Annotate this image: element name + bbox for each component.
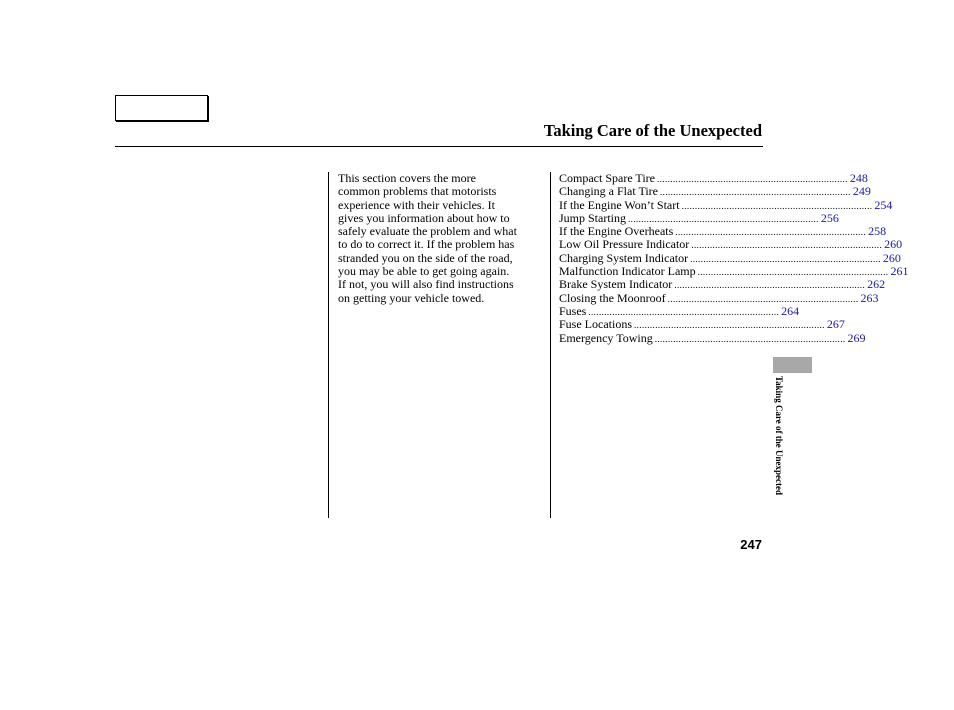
toc-entry-label: If the Engine Won’t Start (559, 197, 680, 212)
page-number: 247 (740, 537, 762, 552)
toc-entry[interactable] (559, 250, 901, 265)
toc-page-link[interactable]: 254 (874, 197, 893, 212)
toc-leader-dots: ........................................................................ (691, 240, 883, 251)
toc-page-link[interactable]: 260 (882, 250, 901, 265)
header-rule (115, 146, 763, 147)
toc-leader-dots: ........................................................................ (675, 227, 867, 238)
toc-entry[interactable] (559, 237, 903, 252)
toc-entry-label: If the Engine Overheats (559, 224, 674, 239)
toc-page-link[interactable]: 269 (847, 330, 866, 345)
toc-entry-label: Charging System Indicator (559, 250, 689, 265)
intro-line: This section covers the more (338, 171, 476, 185)
toc-page-link[interactable]: 249 (852, 184, 871, 199)
toc-entry[interactable] (559, 317, 845, 332)
toc-entry[interactable] (559, 277, 886, 292)
toc-page-link[interactable]: 260 (884, 237, 903, 252)
toc-page-link[interactable]: 263 (860, 290, 879, 305)
toc-page-link[interactable]: 264 (781, 303, 800, 318)
intro-line: on getting your vehicle towed. (338, 290, 485, 305)
toc-leader-dots: ........................................................................ (588, 306, 780, 317)
toc-page-link[interactable]: 261 (890, 264, 909, 279)
toc-entry[interactable] (559, 184, 871, 199)
toc-entry[interactable] (559, 330, 866, 345)
toc-leader-dots: ........................................................................ (628, 213, 819, 224)
toc-leader-dots: ........................................................................ (690, 253, 881, 264)
toc-entry-label: Low Oil Pressure Indicator (559, 237, 690, 252)
intro-line: experience with their vehicles. It (338, 197, 495, 212)
toc-entry-label: Closing the Moonroof (559, 290, 666, 305)
toc-leader-dots: ........................................................................ (660, 187, 851, 198)
toc-entry-label: Fuse Locations (559, 317, 632, 332)
intro-line: stranded you on the side of the road, (338, 250, 513, 265)
toc-entry-label: Emergency Towing (559, 330, 653, 345)
toc-entry[interactable] (559, 210, 839, 225)
toc-entry[interactable] (559, 224, 887, 239)
page-title: Taking Care of the Unexpected (543, 121, 762, 140)
toc-entry-label: Jump Starting (559, 210, 627, 225)
toc-leader-dots: ........................................................................ (657, 174, 848, 184)
intro-line: you may be able to get going again. (338, 264, 510, 279)
toc-entry[interactable] (559, 290, 879, 305)
intro-line: safely evaluate the problem and what (338, 224, 517, 239)
table-of-contents (559, 171, 909, 345)
toc-leader-dots: ........................................................................ (634, 320, 825, 331)
header-box (115, 95, 208, 121)
section-tab (773, 357, 812, 373)
toc-entry-label: Malfunction Indicator Lamp (559, 264, 696, 279)
toc-entry[interactable] (559, 171, 868, 185)
toc-page-link[interactable]: 256 (820, 210, 839, 225)
intro-line: gives you information about how to (338, 210, 510, 225)
toc-entry-label: Fuses (559, 303, 587, 318)
toc-leader-dots: ........................................................................ (681, 200, 873, 211)
toc-page-link[interactable]: 248 (849, 171, 868, 185)
intro-line: to do to correct it. If the problem has (338, 237, 515, 252)
toc-leader-dots: ........................................................................ (697, 267, 889, 278)
toc-entry[interactable] (559, 264, 909, 279)
toc-entry[interactable] (559, 197, 893, 212)
toc-entry-label: Compact Spare Tire (559, 171, 655, 185)
toc-leader-dots: ........................................................................ (674, 280, 866, 291)
column-divider-right (550, 172, 551, 518)
toc-page-link[interactable]: 262 (867, 277, 886, 292)
toc-entry[interactable] (559, 303, 800, 318)
toc-page-link[interactable]: 258 (868, 224, 887, 239)
toc-leader-dots: ........................................................................ (667, 293, 859, 304)
side-section-label: Taking Care of the Unexpected (774, 376, 784, 495)
column-divider-left (328, 172, 329, 518)
intro-line: If not, you will also find instructions (338, 277, 514, 292)
intro-paragraph (338, 172, 546, 305)
toc-entry-label: Changing a Flat Tire (559, 184, 659, 199)
toc-leader-dots: ........................................................................ (654, 333, 846, 344)
toc-page-link[interactable]: 267 (826, 317, 845, 332)
toc-entry-label: Brake System Indicator (559, 277, 673, 292)
intro-line: common problems that motorists (338, 184, 497, 199)
